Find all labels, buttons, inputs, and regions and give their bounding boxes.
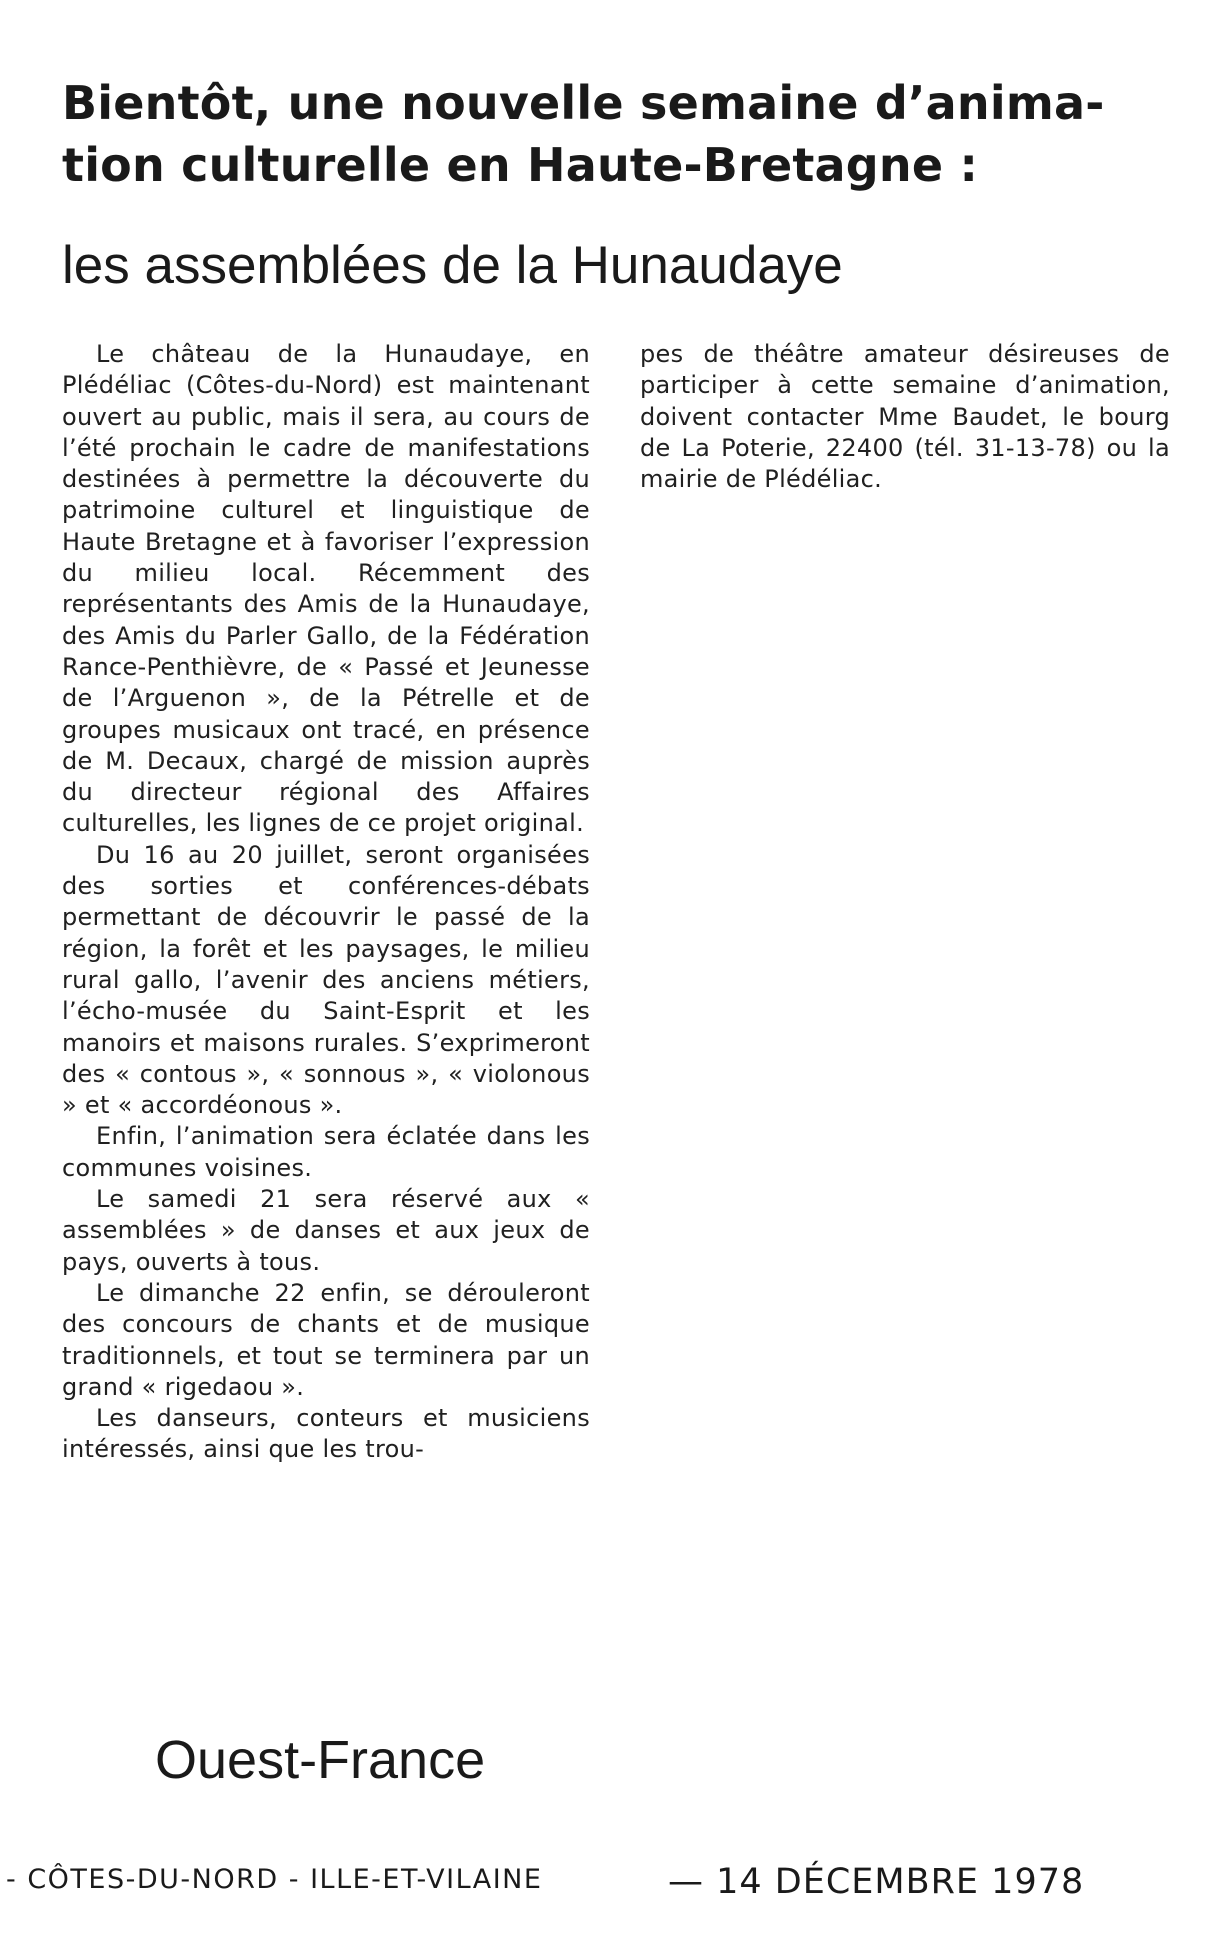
paragraph-program: Du 16 au 20 juillet, seront organisées des sorties et conférences-débats permettant de découvrir le passé de la région, la forêt et les paysages, le milieu rural gallo, l’avenir des anciens métiers, l’écho-musée du Saint-Esprit et les manoirs et maisons rurales. S’exprimeront des « contous », « sonnous », « violonous » et « accordéonous ». <box>62 840 590 1120</box>
edition-regions: - CÔTES-DU-NORD - ILLE-ET-VILAINE <box>6 1864 543 1895</box>
headline-line-1: Bientôt, une nouvelle semaine d’anima- <box>62 76 1105 130</box>
article-headline <box>62 72 1172 196</box>
publication-date: — 14 DÉCEMBRE 1978 <box>668 1862 1085 1902</box>
paragraph-communes: Enfin, l’animation sera éclatée dans les communes voisines. <box>62 1122 590 1182</box>
paragraph-call: Les danseurs, conteurs et musiciens intéressés, ainsi que les trou- <box>62 1404 590 1464</box>
paragraph-intro: Le château de la Hunaudaye, en Plédéliac (Côtes-du-Nord) est maintenant ouvert au public, mais il sera, au cours de l’été prochain le cadre de manifestations destinées à permettre la découverte du patrimoine culturel et linguistique de Haute Bretagne et à favoriser l’expression du milieu local. Récemment des représentants des Amis de la Hunaudaye, des Amis du Parler Gallo, de la Fédération Rance-Penthièvre, de « Passé et Jeunesse de l’Arguenon », de la Pétrelle et de groupes musicaux ont tracé, en présence de M. Decaux, chargé de mission auprès du directeur régional des Affaires culturelles, les lignes de ce projet original. <box>62 340 590 838</box>
article-left-column <box>62 339 590 1466</box>
newspaper-source: Ouest-France <box>155 1730 486 1790</box>
headline-line-2: tion culturelle en Haute-Bretagne : <box>62 138 979 192</box>
article-subheadline: les assemblées de la Hunaudaye <box>62 236 843 295</box>
article-right-column <box>640 339 1170 495</box>
paragraph-sunday: Le dimanche 22 enfin, se dérouleront des concours de chants et de musique traditionnels, et tout se terminera par un grand « rigedaou ». <box>62 1278 590 1401</box>
paragraph-saturday: Le samedi 21 sera réservé aux « assemblées » de danses et aux jeux de pays, ouverts à tous. <box>62 1185 590 1276</box>
paragraph-contact: pes de théâtre amateur désireuses de participer à cette semaine d’animation, doivent contacter Mme Baudet, le bourg de La Poterie, 22400 (tél. 31-13-78) ou la mairie de Plédéliac. <box>640 340 1170 494</box>
